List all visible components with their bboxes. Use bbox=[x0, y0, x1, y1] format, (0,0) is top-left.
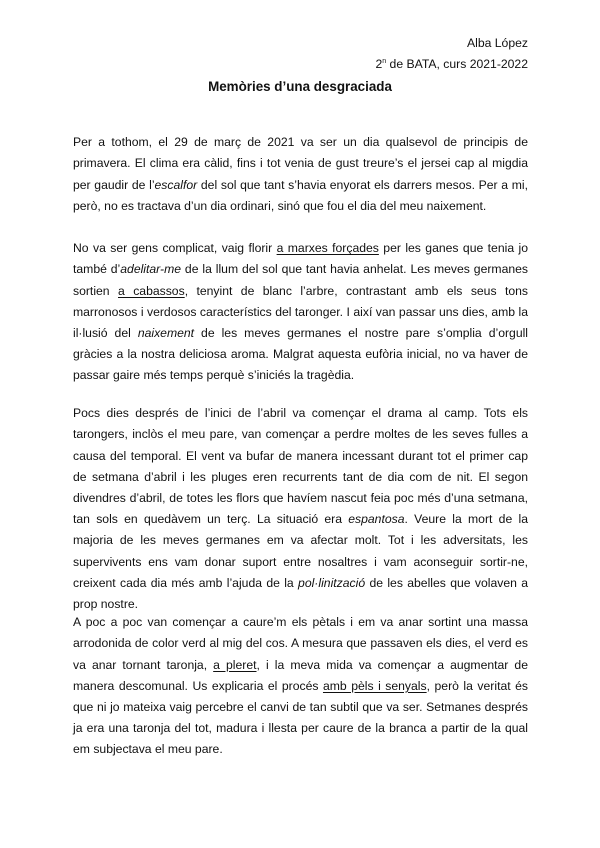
course-text: de BATA, curs 2021-2022 bbox=[386, 57, 528, 71]
p2-text-0: No va ser gens complicat, vaig florir bbox=[73, 241, 277, 256]
p1-italic-escalfor: escalfor bbox=[154, 177, 198, 192]
p2-italic-adelitar-me: adelitar-me bbox=[120, 262, 182, 277]
p1-text-0: Per a tothom, el 29 de març de 2021 va ser un dia qualsevol de principis de primavera. El clima era càlid, fins i tot venia de gust treure’s el jersei cap al migdia per gaudir de l’ bbox=[73, 135, 528, 192]
document-title: Memòries d’una desgraciada bbox=[208, 79, 392, 94]
p3-italic-pollinitzacio: pol·linització bbox=[298, 575, 366, 590]
p4-underlined-a-pleret: a pleret bbox=[213, 657, 257, 672]
p2-italic-naixement: naixement bbox=[137, 326, 195, 340]
p2-text-2: per les ganes que tenia jo també d’ bbox=[73, 241, 528, 277]
course-superscript: n bbox=[382, 57, 387, 65]
p4-underlined-pels-i-senyals: amb pèls i senyals bbox=[322, 678, 427, 693]
course-number: 2 bbox=[375, 57, 383, 71]
p3-italic-espantosa: espantosa bbox=[348, 512, 405, 527]
paragraph-1 bbox=[73, 132, 528, 217]
course-info bbox=[375, 57, 528, 71]
p3-text-0: Pocs dies després de l’inici de l’abril va començar el drama al camp. Tots els tarongers, inclòs el meu pare, van començar a perdre moltes de les seves fulles a causa del temporal. El vent va bufar de manera incessant durant tot el primer cap de setmana d’abril i les pluges eren recurrents tant de dia com de nit. El segon divendres d’abril, de totes les flors que havíem nascut feia poc més d’una setmana, tan sols en quedàvem un terç. La situació era bbox=[73, 406, 528, 527]
p4-text-4: , però la veritat és que ni jo mateixa vaig percebre el canvi de tan subtil que va ser. Setmanes després ja era una taronja del tot, madura i llesta per caure de la branca a partir de la qual em subjectava el meu pare. bbox=[73, 678, 529, 757]
p3-text-4: de les abelles que volaven a prop nostre. bbox=[73, 575, 528, 612]
p2-text-6: , tenyint de blanc l’arbre, contrastant amb els seus tons marronosos i verdosos característics del taronger. I així van passar uns dies, amb la il·lusió del bbox=[73, 283, 529, 340]
p2-underlined-marxes-forcades: a marxes forçades bbox=[276, 241, 379, 256]
p4-text-2: , i la meva mida va començar a augmentar de manera descomunal. Us explicaria el procés bbox=[73, 657, 528, 693]
p2-underlined-cabassos: a cabassos bbox=[118, 283, 185, 298]
p1-text-2: del sol que tant s’havia enyorat els darrers mesos. Per a mi, però, no es tractava d’un dia ordinari, sinó que fou el dia del meu naixement. bbox=[73, 177, 529, 213]
p2-text-8: de les meves germanes el nostre pare s’omplia d’orgull gràcies a la nostra deliciosa aroma. Malgrat aquesta eufòria inicial, no va haver de passar gaire més temps perquè s’iniciés la tragèdia. bbox=[73, 326, 529, 383]
p4-text-0: A poc a poc van començar a caure’m els pètals i em va anar sortint una massa arrodonida de color verd al mig del cos. A mesura que passaven els dies, el verd es va anar tornant taronja, bbox=[73, 615, 528, 672]
p3-text-2: . Veure la mort de la majoria de les meves germanes em va afectar molt. Tot i les adversitats, les supervivents ens vam donar suport entre nosaltres i vam aconseguir sortir-ne, creixent cada dia més amb l’ajuda de la bbox=[73, 512, 528, 590]
paragraph-4 bbox=[73, 612, 528, 760]
author-name: Alba López bbox=[467, 36, 528, 50]
p2-text-4: de la llum del sol que tant havia anhelat. Les meves germanes sortien bbox=[73, 262, 528, 298]
paragraph-3 bbox=[73, 403, 528, 615]
paragraph-2 bbox=[73, 238, 528, 386]
